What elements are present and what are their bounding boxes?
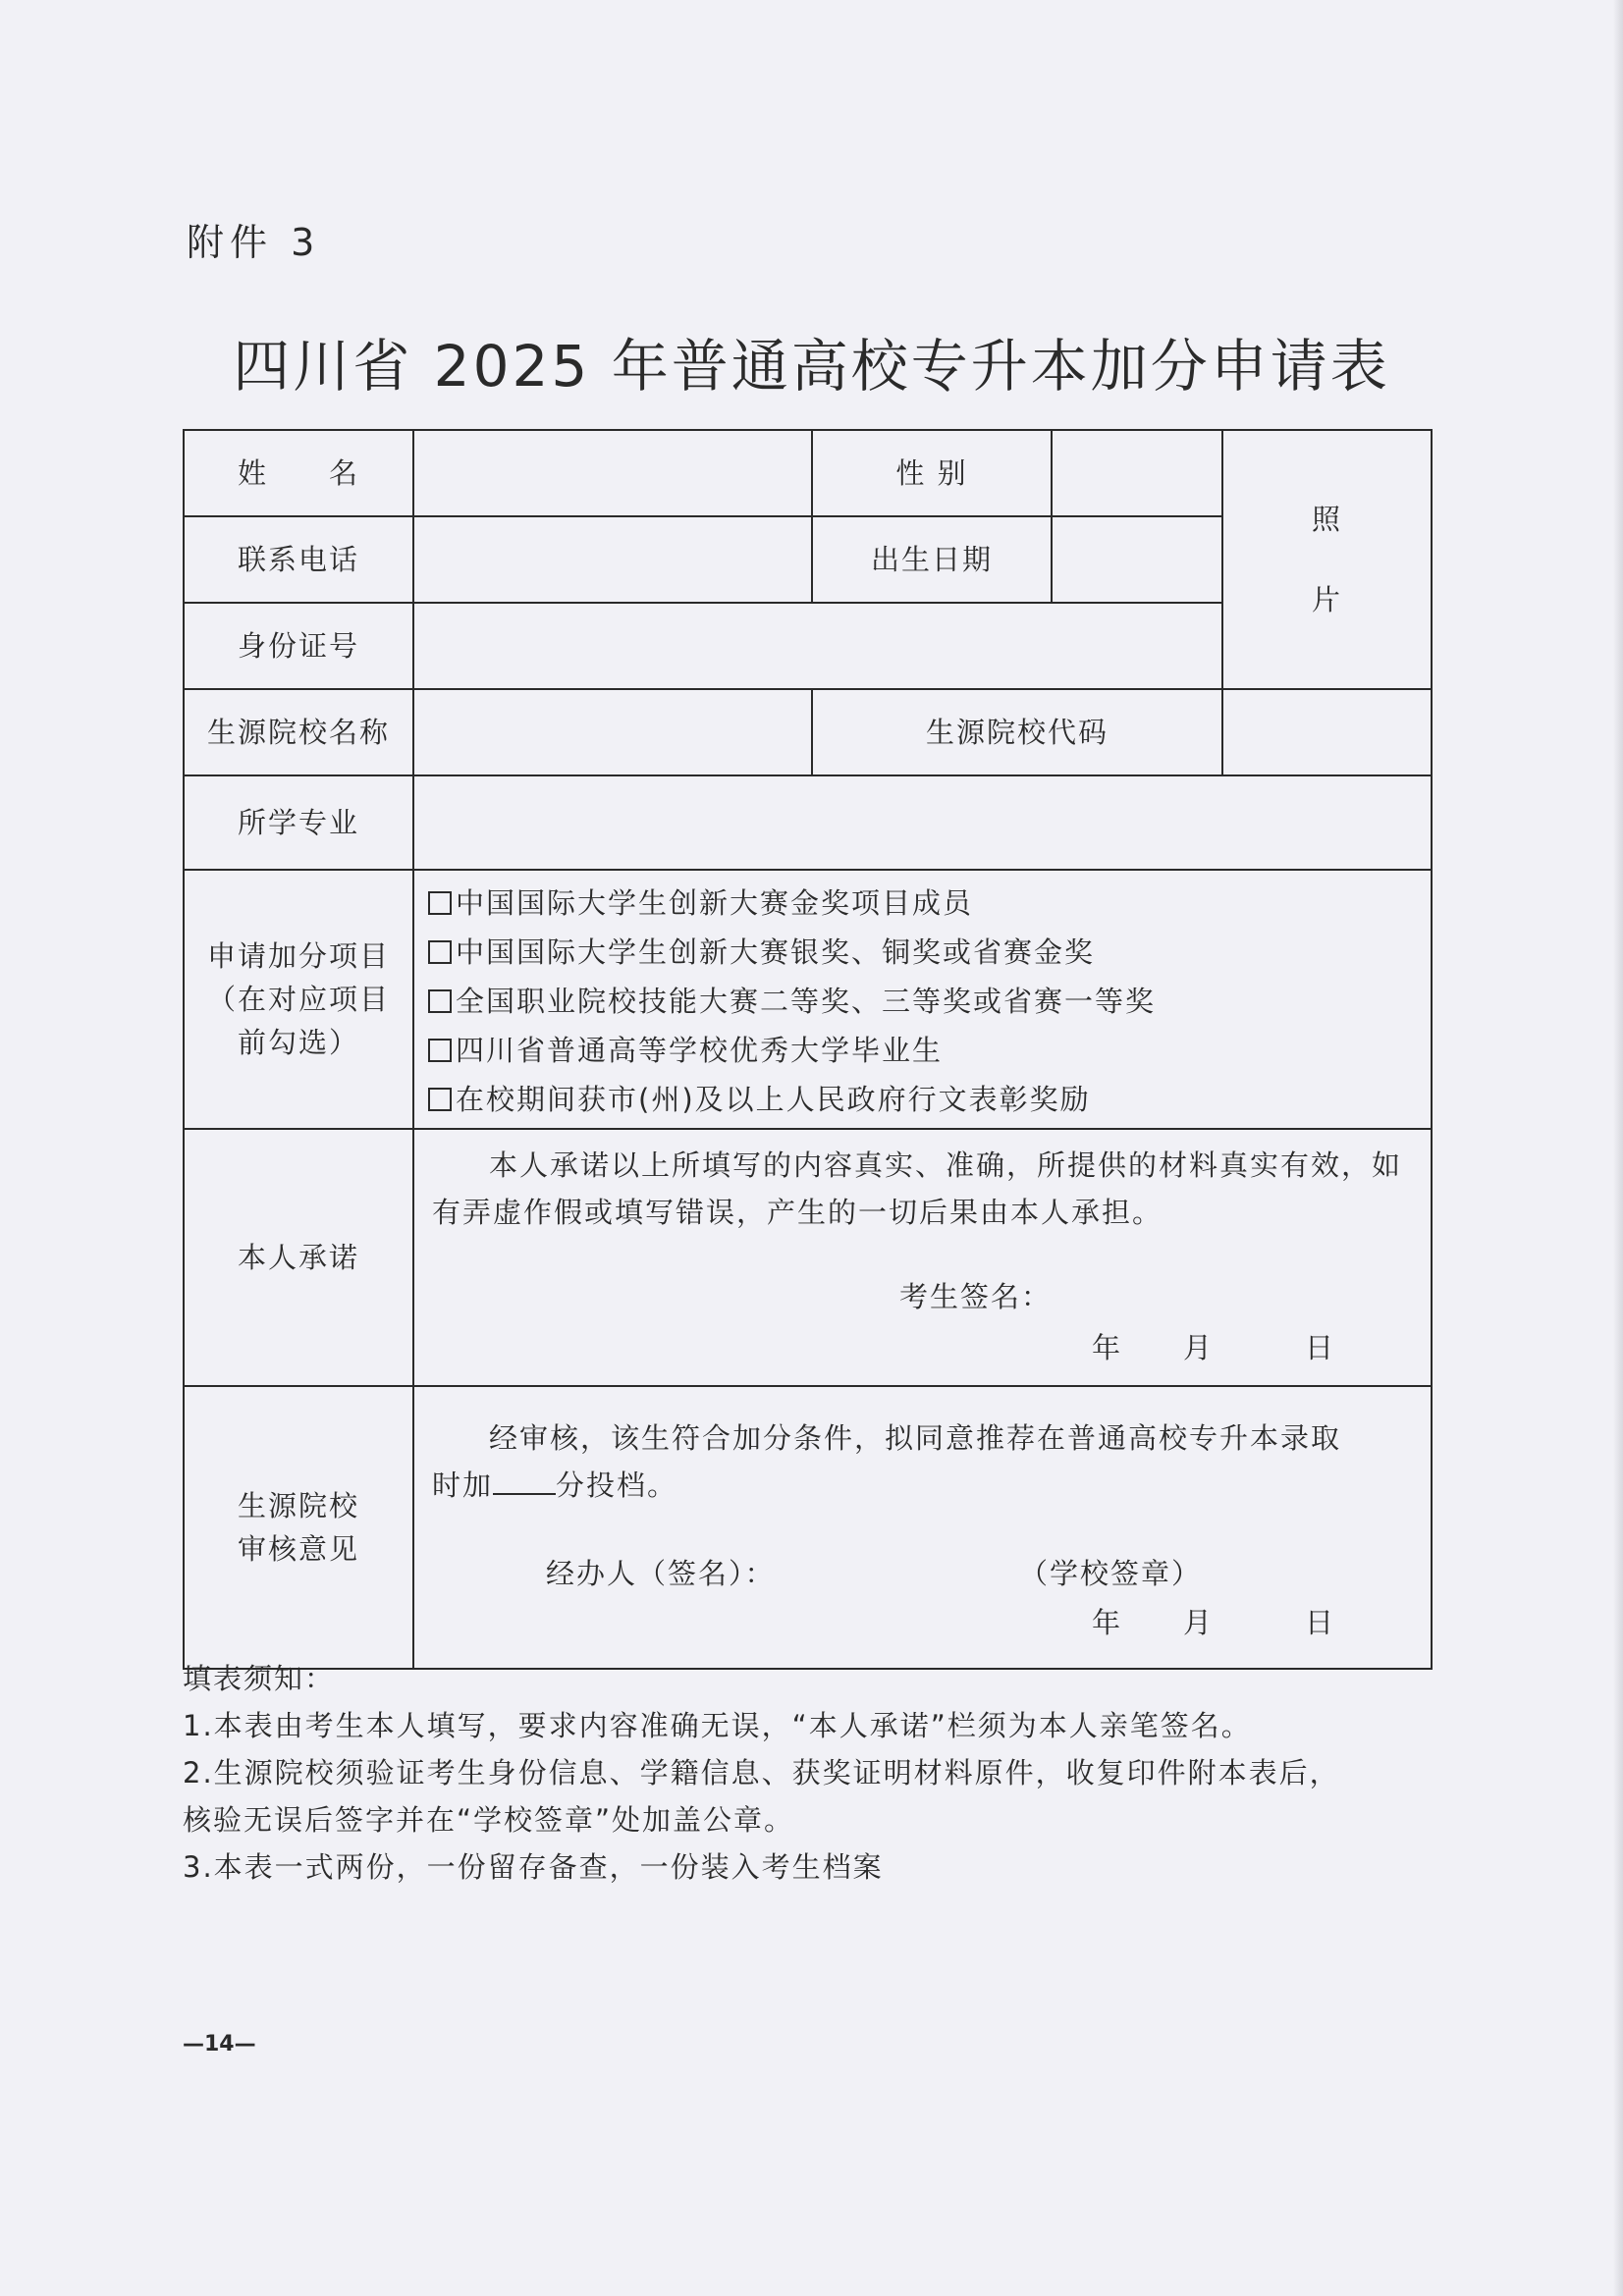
- application-form-table: [183, 429, 1433, 1670]
- bonus-option-1[interactable]: 中国国际大学生创新大赛金奖项目成员: [428, 879, 1417, 928]
- review-text-line2: 时加 分投档。: [432, 1462, 1413, 1509]
- bonus-option-5[interactable]: 在校期间获市(州)及以上人民政府行文表彰奖励: [428, 1075, 1417, 1124]
- instructions-heading: 填表须知：: [183, 1662, 336, 1695]
- gender-field[interactable]: [1052, 430, 1222, 516]
- instruction-item: 2.生源院校须验证考生身份信息、学籍信息、获奖证明材料原件，收复印件附本表后，: [183, 1756, 1340, 1789]
- handler-signature-label: 经办人（签名）：: [546, 1557, 776, 1590]
- row-school: [184, 689, 1432, 775]
- id-number-field[interactable]: [413, 603, 1222, 689]
- pledge-text: 本人承诺以上所填写的内容真实、准确，所提供的材料真实有效，如有弄虚作假或填写错误，产生的一切后果由本人承担。: [432, 1148, 1403, 1229]
- review-date: 年 月 日: [1092, 1606, 1336, 1639]
- filling-instructions: [183, 1655, 1439, 1891]
- birth-date-field[interactable]: [1052, 516, 1222, 603]
- birth-date-label: 出生日期: [812, 516, 1052, 603]
- school-code-label: 生源院校代码: [812, 689, 1222, 775]
- bonus-option-4[interactable]: 四川省普通高等学校优秀大学毕业生: [428, 1026, 1417, 1075]
- id-number-label: 身份证号: [184, 603, 413, 689]
- bonus-points-blank[interactable]: [493, 1464, 556, 1495]
- name-label: 姓 名: [184, 430, 413, 516]
- document-title: 四川省 2025 年普通高校专升本加分申请表: [233, 333, 1390, 400]
- school-stamp-label: （学校签章）: [1019, 1557, 1203, 1590]
- page-number: —14—: [183, 2032, 256, 2056]
- photo-box[interactable]: [1222, 430, 1432, 689]
- checkbox[interactable]: [428, 1088, 452, 1111]
- major-label: 所学专业: [184, 775, 413, 870]
- school-name-label: 生源院校名称: [184, 689, 413, 775]
- phone-label: 联系电话: [184, 516, 413, 603]
- instruction-item: 核验无误后签字并在“学校签章”处加盖公章。: [183, 1803, 795, 1837]
- school-code-field[interactable]: [1222, 689, 1432, 775]
- pledge-label: 本人承诺: [184, 1129, 413, 1386]
- checkbox[interactable]: [428, 940, 452, 964]
- school-review-label: 生源院校 审核意见: [184, 1386, 413, 1669]
- instruction-item: 3.本表一式两份，一份留存备查，一份装入考生档案: [183, 1850, 884, 1884]
- checkbox[interactable]: [428, 891, 452, 915]
- row-school-review: [184, 1386, 1432, 1669]
- photo-label-2: 片: [1311, 583, 1342, 616]
- bonus-options: [413, 870, 1432, 1129]
- row-bonus-items: [184, 870, 1432, 1129]
- bonus-option-2[interactable]: 中国国际大学生创新大赛银奖、铜奖或省赛金奖: [428, 928, 1417, 977]
- candidate-signature-label: 考生签名：: [899, 1280, 1053, 1313]
- bonus-option-3[interactable]: 全国职业院校技能大赛二等奖、三等奖或省赛一等奖: [428, 977, 1417, 1026]
- row-name-gender: [184, 430, 1432, 516]
- row-pledge: [184, 1129, 1432, 1386]
- checkbox[interactable]: [428, 1039, 452, 1062]
- school-name-field[interactable]: [413, 689, 812, 775]
- checkbox[interactable]: [428, 989, 452, 1013]
- instruction-item: 1.本表由考生本人填写，要求内容准确无误，“本人承诺”栏须为本人亲笔签名。: [183, 1709, 1252, 1742]
- pledge-date: 年 月 日: [1092, 1331, 1336, 1364]
- bonus-items-label: 申请加分项目 （在对应项目 前勾选）: [184, 870, 413, 1129]
- phone-field[interactable]: [413, 516, 812, 603]
- name-field[interactable]: [413, 430, 812, 516]
- major-field[interactable]: [413, 775, 1432, 870]
- attachment-label: 附件 3: [187, 221, 321, 264]
- photo-label-1: 照: [1311, 503, 1342, 536]
- gender-label: 性 别: [812, 430, 1052, 516]
- row-major: [184, 775, 1432, 870]
- review-text-line1: 经审核，该生符合加分条件，拟同意推荐在普通高校专升本录取: [489, 1421, 1342, 1455]
